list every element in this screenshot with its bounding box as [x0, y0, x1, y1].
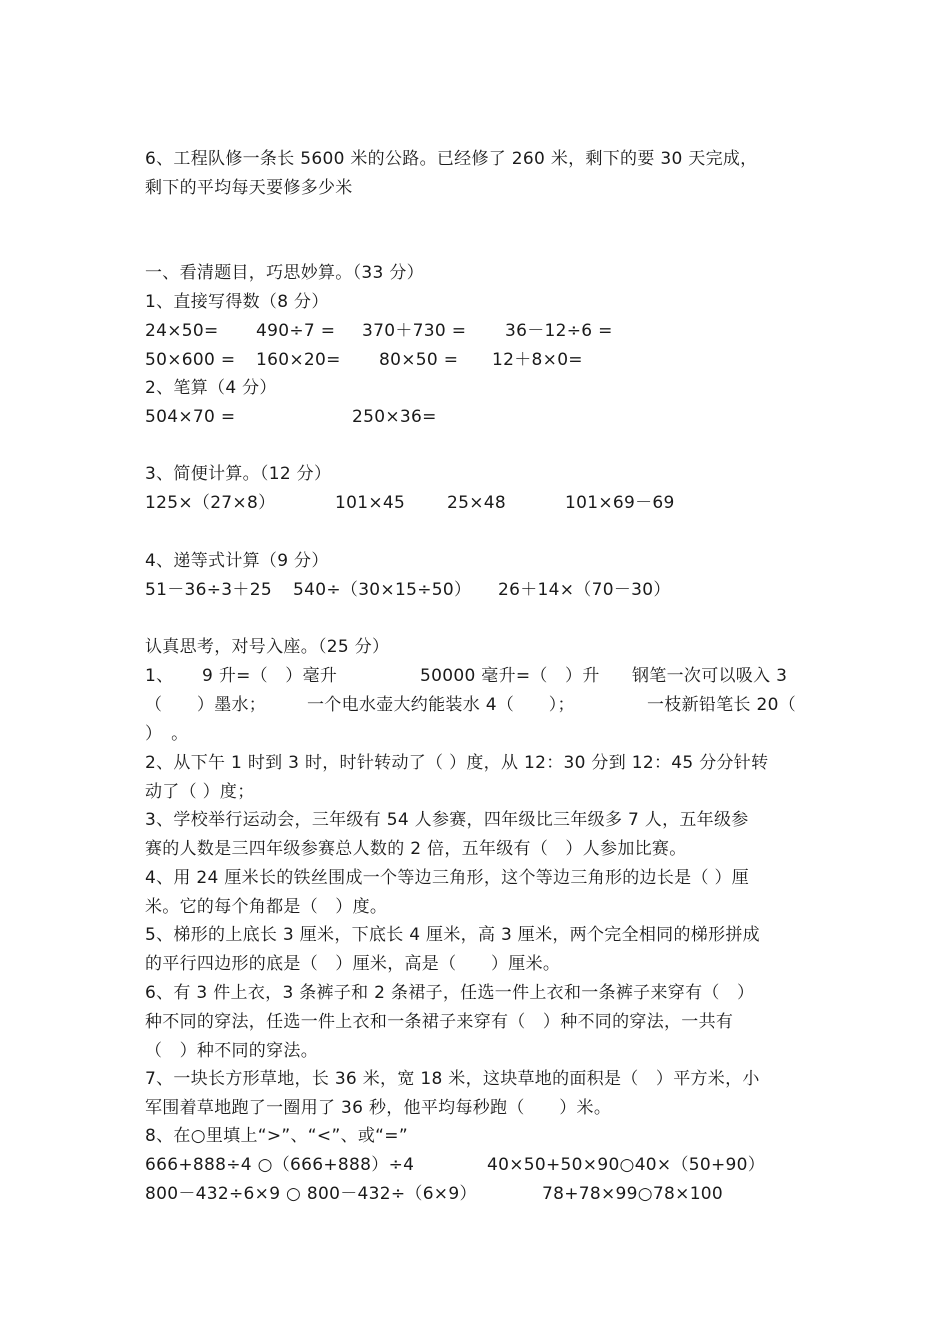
s2-q8-item: 40×50+50×90○40×（50+90）	[487, 1155, 766, 1175]
s2-q3-line-1: 3、学校举行运动会，三年级有 54 人参赛，四年级比三年级多 7 人，五年级参	[145, 810, 749, 830]
q4-item: 540÷（30×15÷50）	[293, 580, 472, 600]
s2-q1-part: 一个电水壶大约能装水 4（ ）；	[307, 695, 575, 715]
q1-row-1-item: 490÷7 =	[256, 321, 336, 341]
q1-row-2-item: 12＋8×0=	[492, 350, 583, 370]
q4-item: 51－36÷3＋25	[145, 580, 272, 600]
s2-q8-item: 78+78×99○78×100	[542, 1184, 724, 1204]
s2-q1-part: 50000 毫升=（ ）升	[420, 666, 600, 686]
s2-q7-line-1: 7、一块长方形草地，长 36 米，宽 18 米，这块草地的面积是（ ）平方米，小	[145, 1069, 760, 1089]
section-2-title: 认真思考，对号入座。（25 分）	[145, 637, 390, 657]
s2-q3-line-2: 赛的人数是三四年级参赛总人数的 2 倍，五年级有（ ）人参加比赛。	[145, 839, 687, 859]
s2-q5-line-2: 的平行四边形的底是（ ）厘米，高是（ ）厘米。	[145, 954, 561, 974]
s2-q4-line-1: 4、用 24 厘米长的铁丝围成一个等边三角形，这个等边三角形的边长是（ ）厘	[145, 868, 750, 888]
q2-item: 504×70 =	[145, 407, 236, 427]
q4-item: 26＋14×（70－30）	[498, 580, 671, 600]
q2-item: 250×36=	[352, 407, 437, 427]
s2-q2-line-2: 动了（ ）度；	[145, 782, 255, 802]
q1-row-1-item: 370＋730 =	[362, 321, 467, 341]
s2-q6-line-2: 种不同的穿法，任选一件上衣和一条裙子来穿有（ ）种不同的穿法，一共有	[145, 1012, 734, 1032]
q1-row-2-item: 80×50 =	[379, 350, 459, 370]
q3-item: 25×48	[447, 493, 507, 513]
s2-q1-part: 钢笔一次可以吸入 3	[632, 666, 788, 686]
problem-6-line-1: 6、工程队修一条长 5600 米的公路。已经修了 260 米，剩下的要 30 天完成，	[145, 149, 758, 169]
q4-title: 4、递等式计算（9 分）	[145, 551, 329, 571]
s2-q1-line-3: ） 。	[145, 724, 189, 744]
q1-row-2-item: 50×600 =	[145, 350, 236, 370]
q3-item: 101×45	[335, 493, 406, 513]
q1-row-1-item: 36－12÷6 =	[505, 321, 613, 341]
s2-q1-part: （ ）墨水；	[145, 695, 267, 715]
q1-title: 1、直接写得数（8 分）	[145, 292, 329, 312]
s2-q6-line-1: 6、有 3 件上衣，3 条裤子和 2 条裙子，任选一件上衣和一条裤子来穿有（ ）	[145, 983, 755, 1003]
q3-title: 3、简便计算。（12 分）	[145, 464, 332, 484]
q3-item: 101×69－69	[565, 493, 675, 513]
s2-q1-label: 1、	[145, 666, 174, 686]
problem-6-line-2: 剩下的平均每天要修多少米	[145, 178, 353, 198]
s2-q4-line-2: 米。它的每个角都是（ ）度。	[145, 897, 388, 917]
s2-q1-part: 一枝新铅笔长 20（	[647, 695, 797, 715]
q2-title: 2、笔算（4 分）	[145, 378, 277, 398]
q1-row-1-item: 24×50=	[145, 321, 219, 341]
s2-q8-item: 666+888÷4 ○（666+888）÷4	[145, 1155, 415, 1175]
s2-q5-line-1: 5、梯形的上底长 3 厘米，下底长 4 厘米，高 3 厘米，两个完全相同的梯形拼成	[145, 925, 760, 945]
s2-q6-line-3: （ ）种不同的穿法。	[145, 1041, 318, 1061]
s2-q7-line-2: 军围着草地跑了一圈用了 36 秒，他平均每秒跑（ ）米。	[145, 1098, 612, 1118]
s2-q8-title: 8、在○里填上“>”、“<”、或“=”	[145, 1126, 408, 1146]
section-1-title: 一、看清题目，巧思妙算。（33 分）	[145, 263, 424, 283]
s2-q2-line-1: 2、从下午 1 时到 3 时，时针转动了（ ）度，从 12：30 分到 12：45 分分针转	[145, 753, 769, 773]
s2-q1-part: 9 升=（ ）毫升	[202, 666, 338, 686]
q1-row-2-item: 160×20=	[256, 350, 341, 370]
s2-q8-item: 800－432÷6×9 ○ 800－432÷（6×9）	[145, 1184, 477, 1204]
q3-item: 125×（27×8）	[145, 493, 276, 513]
